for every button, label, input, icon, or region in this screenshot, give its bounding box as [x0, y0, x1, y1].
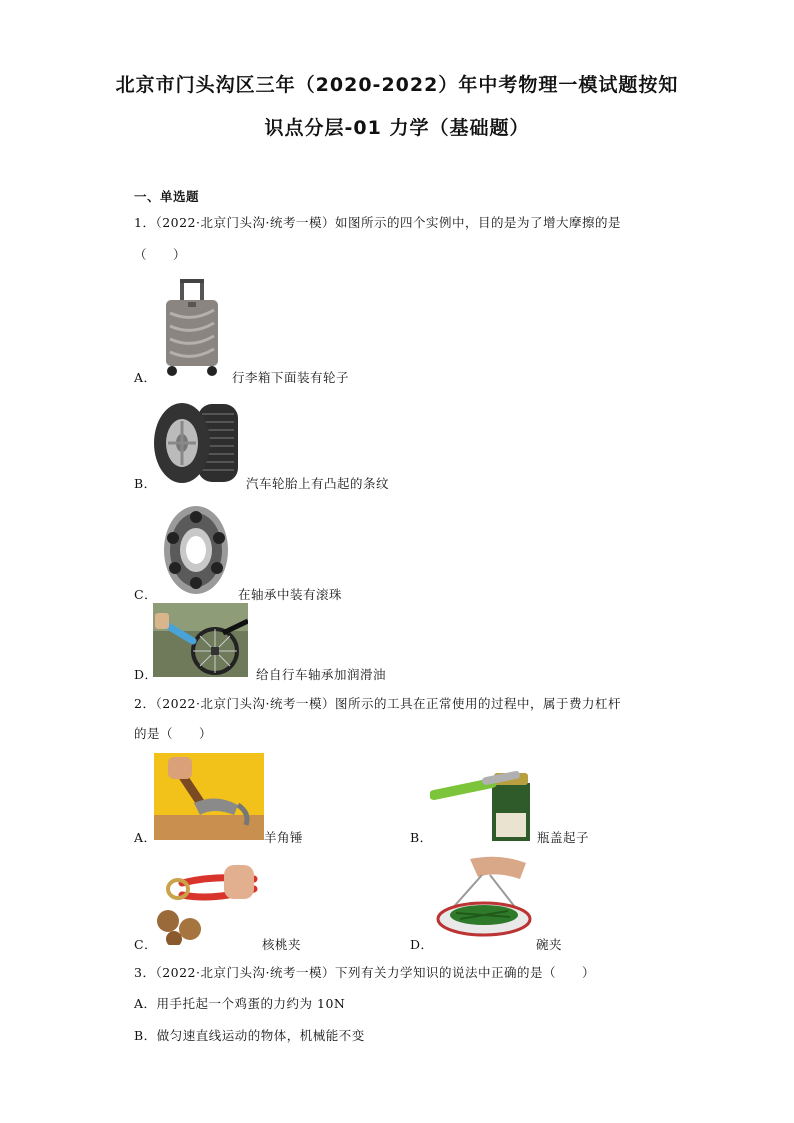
q2-option-a-text: 羊角锤	[264, 830, 304, 845]
bicycle-oiling-image	[153, 603, 248, 677]
suitcase-image	[158, 278, 226, 378]
q3-stem: 3．（2022·北京门头沟·统考一模）下列有关力学知识的说法中正确的是（ ）	[134, 965, 595, 980]
q1-option-d-letter: D．	[134, 667, 158, 682]
q1-stem-line-1: 1．（2022·北京门头沟·统考一模）如图所示的四个实例中，目的是为了增大摩擦的是	[134, 215, 621, 230]
section-heading: 一、单选题	[134, 189, 200, 204]
q3-option-a-letter: A．	[134, 996, 157, 1011]
q2-option-a-letter: A．	[134, 830, 157, 845]
q3-option-a	[134, 994, 345, 1012]
q2-option-c-text: 核桃夹	[262, 937, 302, 952]
q1-option-c-text: 在轴承中装有滚珠	[238, 587, 343, 602]
q3-option-b-letter: B．	[134, 1028, 157, 1043]
nutcracker-image	[154, 855, 264, 945]
q1-option-c-letter: C．	[134, 587, 158, 602]
q1-option-a-text: 行李箱下面装有轮子	[232, 370, 350, 385]
tires-image	[152, 400, 240, 486]
q1-option-b-text: 汽车轮胎上有凸起的条纹	[246, 476, 390, 491]
q2-stem-line-2: 的是（ ）	[134, 726, 213, 741]
q2-option-b-text: 瓶盖起子	[537, 830, 590, 845]
q2-option-c-letter: C．	[134, 937, 158, 952]
doc-title-line-2: 识点分层-01 力学（基础题）	[264, 117, 530, 139]
doc-title-line-1: 北京市门头沟区三年（2020-2022）年中考物理一模试题按知	[115, 74, 679, 96]
claw-hammer-image	[154, 753, 264, 840]
q1-option-a-letter: A．	[134, 370, 157, 385]
q1-option-d-text: 给自行车轴承加润滑油	[256, 667, 387, 682]
bowl-clamp-image	[430, 853, 534, 945]
q1-option-b-letter: B．	[134, 476, 157, 491]
q3-option-a-text: 用手托起一个鸡蛋的力约为 10N	[156, 996, 346, 1011]
q2-option-b-letter: B．	[410, 830, 433, 845]
q3-option-b-text: 做匀速直线运动的物体，机械能不变	[156, 1028, 365, 1043]
bearing-image	[156, 498, 232, 598]
q3-option-b	[134, 1026, 365, 1044]
q2-option-d-letter: D．	[410, 937, 434, 952]
bottle-opener-image	[430, 765, 534, 841]
q2-stem-line-1: 2．（2022·北京门头沟·统考一模）图所示的工具在正常使用的过程中，属于费力杠杆	[134, 696, 621, 711]
q2-option-d-text: 碗夹	[536, 937, 563, 952]
q1-stem-line-2: （ ）	[134, 247, 187, 262]
